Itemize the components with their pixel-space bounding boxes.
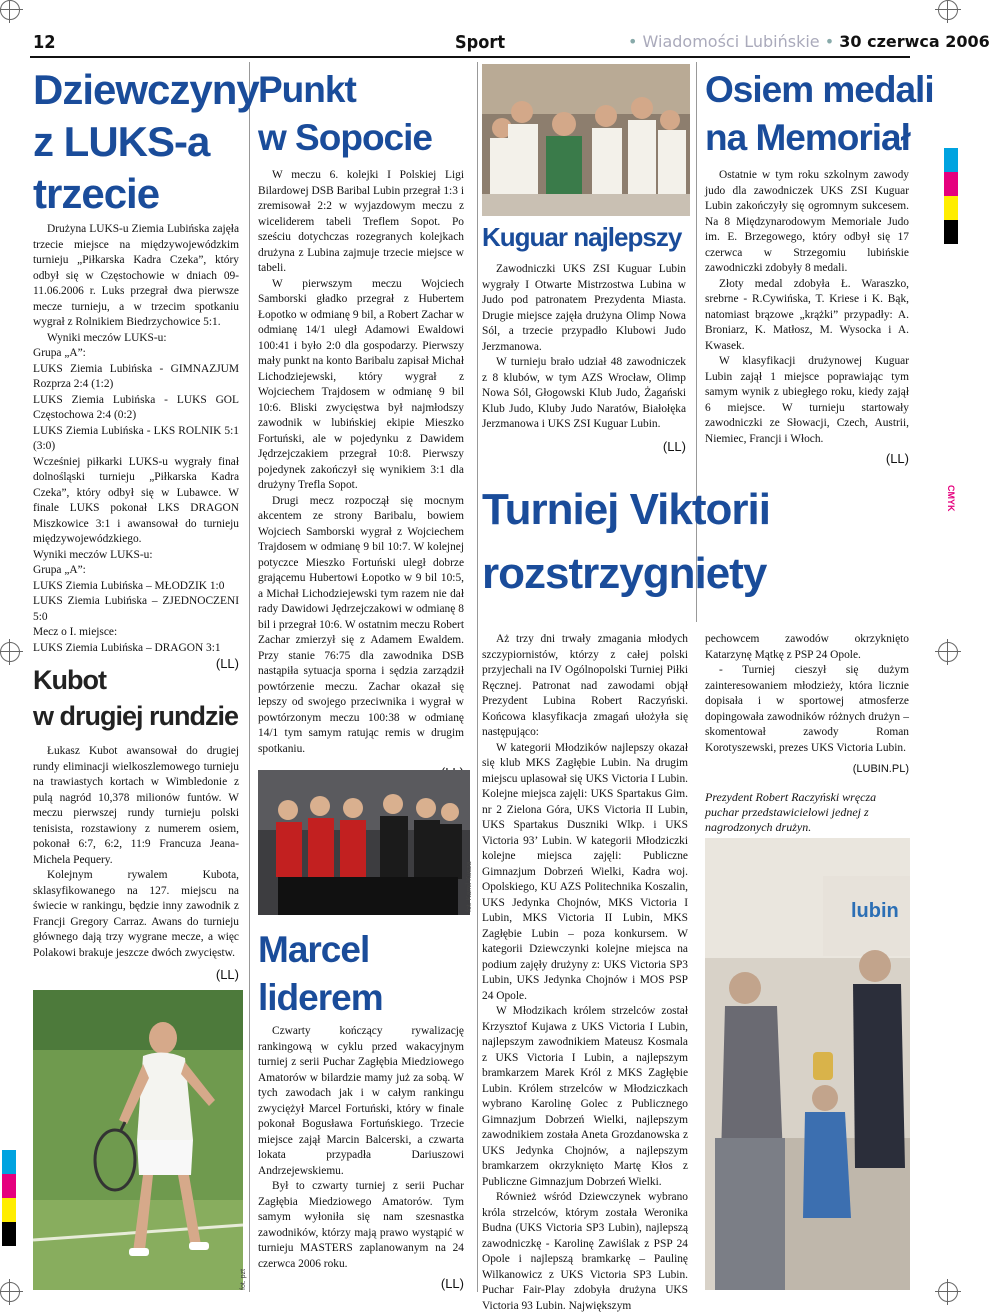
headline-marcel: Marcel liderem: [258, 929, 383, 1018]
publication-name: Wiadomości Lubińskie: [642, 32, 820, 51]
bullet-icon: •: [824, 32, 835, 51]
crop-mark-left-middle: [0, 642, 20, 662]
headline-dziewczyny: Dziewczyny z LUKS-a trzecie: [33, 66, 259, 217]
headline-osiem-medali: Osiem medali na Memoriał: [705, 69, 934, 158]
headline-punkt: Punkt w Sopocie: [258, 69, 432, 158]
article-viktoria-right: pechowcem zawodów okrzyknięto Katarzynę Mątkę z PSP 24 Opole. - Turniej cieszył się dużym zainteresowaniem młodzieży, która licznie dopisała i w sportowej atmosferze dopingowała zawodników różnych drużyn – skomentował zawody Roman Korotyszewski, prezes UKS Victoria Lubin. (LUBIN.PL): [705, 632, 909, 778]
column-rule: [477, 62, 478, 1292]
headline-turniej-viktorii: Turniej Viktorii rozstrzygniety: [482, 485, 770, 598]
signature: (LL): [440, 1276, 464, 1291]
header-rule: [30, 56, 910, 58]
header-right: [628, 32, 990, 51]
article-dziewczyny: Drużyna LUKS-u Ziemia Lubińska zajęła trzecie miejsce na międzywojewódzkim turnieju „Piłkarska Kadra Czeka”, który odbył się w Częstochowie w dniach 09-11.06.2006 r. Luks przegrał dwa pierwsze mecze turnieju, a w trzecim spotkaniu wygrał z Rolnikiem Biedrzychowice 5:1. Wyniki meczów LUKS-u: Grupa „A”: LUKS Ziemia Lubińska - GIMNAZJUM Rozprza 2:4 (1:2) LUKS Ziemia Lubińska - LUKS GOL Częstochowa 2:4 (0:2) LUKS Ziemia Lubińska - LKS ROLNIK 5:1 (3:0) Wcześniej piłkarki LUKS-u wygrały finał dolnośląski turnieju „Piłkarska Kadra Czeka”, który odbył się w Lubawce. W finale LUKS pokonał LKS DRAGON Miszkowice 3:1 i awansował do turnieju międzywojewódzkiego. Wyniki meczów LUKS-u: Grupa „A”: LUKS Ziemia Lubińska – MŁODZIK 1:0 LUKS Ziemia Lubińska – ZJEDNOCZENI 5:0 Mecz o I. miejsce: LUKS Ziemia Lubińska – DRAGON 3:1 (LL): [33, 223, 239, 671]
signature: (LL): [662, 438, 686, 454]
article-viktoria-left: Aż trzy dni trwały zmagania młodych szczypiornistów, którzy z całej polski przyjechali na IV Ogólnopolski Turniej Piłki Ręcznej. Patronat nad zawodami objął Prezydent Lubina Robert Raczyński. Końcowa klasyfikacja zmagań ułożyła się następująco: W kategorii Młodzików najlepszy okazał się klub MKS Zagłębie Lubin. Na drugim miejscu uplasował się UKS Victoria I Lubin. Kolejne miejsca zajęli: UKS Spartakus Gim. nr 2 Zielona Góra, UKS Victoria II Lubin, UKS Spartakus Duszniki Wlkp. i UKS Victoria 93’ Lubin. W kategorii Młodziczki kolejne miejsca zajęli: Publiczne Gimnazjum Dobrzeń Wielki, Kadra woj. Opolskiego, KU AZS Politechnika Koszalin, UKS Jedynka Chojnów, MKS Victoria I Lubin, MKS Victoria II Lubin, MKS Zagłębie Lubin – poza konkursem. W kategorii Dziewczynki kolejne miejsca na podium zajęły drużyny z: UKS Victoria SP3 Lubin, UKS Jedynka Chojnów i MOS PSP 24 Opole. W Młodzikach królem strzelców został Krzysztof Kujawa z UKS Victoria I Lubin, najlepszym zawodnikiem Mateusz Kosmala z UKS Victoria I Lubin, a najlepszym bramkarzem Marek Król z MKS Zagłębie Lubin. Królem strzelców w Młodziczkach wybrano Karolinę Golec z Publicznego Gimnazjum Dobrzeń Wielki, najlepszym zawodnikiem została Aneta Grozdanowska z UKS Jedynka Chojnów, a najlepszym bramkarzem okrzyknięto Martę Kłos z Publiczne Gimnazjum Dobrzeń Wielki. Również wśród Dziewczynek wybrano króla strzelców, którym została Weronika Budna (UKS Victoria SP3 Lubin), najlepszą zawodniczkę - Karolinę Zawiślak z PSP 24 Opole i najlepszą bramkarkę – Paulinę Wilkanowicz z UKS Victoria SP3 Lubin. Puchar Fair-Play zdobyła drużyna UKS Victoria 93 Lubin. Największym: [482, 633, 688, 1312]
photo-credit: fot. Kamil Kusza: [466, 861, 473, 912]
page-number: 12: [33, 32, 56, 53]
column-rule: [249, 62, 250, 1292]
article-marcel: Czwarty kończący rywalizację rankingową w cyklu przed wakacyjnym turniej z serii Puchar Zagłębia Miedziowego Amatorów w bilardzie mamy już za sobą. W tych zawodach jak i w całym rankingu zwyciężył Marcel Fortuński, który w finale pokonał Bogusława Fortuńskiego. Trzecie miejsce zajął Marcin Balcerski, a czwarta lokata przypadła Dariuszowi Andrzejewskiemu. Był to czwarty turniej z serii Puchar Zagłębia Miedziowego Amatorów. Tym samym wyłoniła się nam szesnastka zawodników, którzy mają prawo wystąpić w turnieju MASTERS zaplanowanym na 24 czerwca 2006 roku. (LL): [258, 1025, 464, 1291]
crop-mark-bottom-right: [938, 1282, 958, 1302]
billiards-team-photo: [258, 770, 470, 915]
headline-kubot: Kubot w drugiej rundzie: [33, 665, 239, 731]
color-bar-left: [2, 1150, 16, 1246]
headline-kuguar: Kuguar najlepszy: [482, 222, 682, 252]
signature: (LL): [885, 451, 909, 466]
color-bar-right: [944, 148, 958, 244]
crop-mark-top-right: [938, 0, 958, 20]
crop-mark-right-middle: [938, 642, 958, 662]
issue-date: 30 czerwca 2006: [839, 32, 990, 51]
signature: (LL): [215, 967, 239, 982]
article-kubot: Łukasz Kubot awansował do drugiej rundy eliminacji wielkoszlemowego turnieju na trawiastych kortach w Wimbledonie z pulą nagród 10,378 milionów funtów. W meczu pierwszej rundy turnieju polski tenisista, rozstawiony z numerem osiem, pokonał 6:7, 6:2, 11:9 Francuza Jeana-Michela Pequery. Kolejnym rywalem Kubota, sklasyfikowanego na 127. miejscu na świecie w rankingu, będzie inny zawodnik z Francji Gregory Carraz. Awans do turnieju głównego dają trzy wygrane mecze, a więc Polakowi brakuje jeszcze dwóch zwycięstw. (LL): [33, 745, 239, 982]
photo-caption: Prezydent Robert Raczyński wręcza puchar przedstawicielowi jednej z nagrodzonych drużyn.: [705, 790, 877, 834]
crop-mark-bottom-left: [0, 1282, 20, 1302]
photo-credit: fot. pzt: [240, 1268, 247, 1290]
tennis-photo: [33, 990, 243, 1290]
cmyk-label: CMYK: [946, 485, 956, 512]
signature: (LUBIN.PL): [852, 763, 909, 775]
photo-banner-text: lubin: [851, 900, 899, 922]
article-kuguar: Zawodniczki UKS ZSI Kuguar Lubin wygrały I Otwarte Mistrzostwa Lubina w Judo pod patronatem Prezydenta Miasta. Drugie miejsce zajęła drużyna Olimp Nowa Sól, a trzecie przypadło Klubowi Judo Jerzmanowa. W turnieju brało udział 48 zawodniczek z 8 klubów, w tym AZS Wrocław, Olimp Nowa Sól, Głogowski Klub Judo, Żagański Klub Judo, Kluby Judo Naratów, Białołęka Jerzmanowa i UKS ZSI Kuguar Lubin. (LL): [482, 263, 686, 454]
judo-team-photo: [482, 64, 690, 216]
award-ceremony-photo: [705, 838, 910, 1290]
article-punkt: W meczu 6. kolejki I Polskiej Ligi Bilardowej DSB Baribal Lubin przegrał 1:3 i zremisował 2:2 w wyjazdowym meczu z wiceliderem tabeli Treflem Sopot. Po sześciu dotychczas rozegranych kolejkach drużyna z Lubina zajmuje trzecie miejsce w tabeli. W pierwszym meczu Wojciech Samborski gładko przegrał z Hubertem Łopotko w odmianę 9 bil, a Robert Zachar w odmianę 14/1 uległ Adamowi Ewaldowi 100:41 i było 2:0 dla gospodarzy. Pierwszy mały punkt na konto Baribalu zapisał Michał Lichodziejewski, który wygrał z Wojciechem Trajdosem w odmianę 9 bil 10:6. Bliski zwycięstwa był najmłodszy zawodnik w lubińskiej ekipie Mieszko Fortuński, ale w pojedynku z Dawidem Jędrzejczakiem przegrał 10:8. Pierwszy pojedynek zakończył się wynikiem 3:1 dla drużyny Trefla Sopot. Drugi mecz rozpoczął się mocnym akcentem ze strony Baribalu, bowiem Wojciech Samborski wygrał z Wojciechem Trajdosem w odmianę 9 bil 10:7. W kolejnej potyczce Mieszko Fortuński uległ dobrze grającemu Hubertowi Łopotko w 9 bil 10:5, a Michał Lichodziejewski tym razem nie dał rady Dawidowi Jędrzejczakowi w odmianę 8 bil i przegrał 10:6. W ostatnim meczu Robert Zachar zmierzył się z Adamem Ewaldem. Przy stanie 76:75 dla zawodnika DSB nastąpiła sytuacja sporna i sędzia zarządził powtórzenie meczu. Zachar okazał się lepszy od swojego przeciwnika i wygrał w powtórzonym meczu 100:38 w odmianę 14/1 tym samym ratując remis w drugim spotkaniu.: [258, 168, 464, 781]
article-osiem-medali: Ostatnie w tym roku szkolnym zawody judo dla zawodniczek UKS ZSI Kuguar Lubin zakończyły się ogromnym sukcesem. Na 8 Międzynarodowym Memoriale Judo im. E. Brzegowego, który odbył się 17 czerwca w Strzegomiu lubińskie zawodniczki zdobyły 8 medali. Złoty medal zdobyła Ł. Waraszko, srebrne - R.Cywińska, T. Kriese i K. Bąk, natomiast brązowe „krążki” przypadły: A. Broniarz, K. Matłosz, M. Wysocka i A. Kwasek. W klasyfikacji drużynowej Kuguar Lubin zajął 1 miejsce poprawiając tym samym wynik z ubiegłego roku, kiedy zajął 6 miejsce. W turnieju startowały zawodniczki ze Słowacji, Czech, Austrii, Niemiec, Francji i Włoch. (LL): [705, 169, 909, 466]
signature: (LL): [215, 656, 239, 671]
crop-mark-top-left: [0, 0, 20, 20]
section-name: Sport: [455, 32, 506, 53]
bullet-icon: •: [628, 32, 638, 51]
